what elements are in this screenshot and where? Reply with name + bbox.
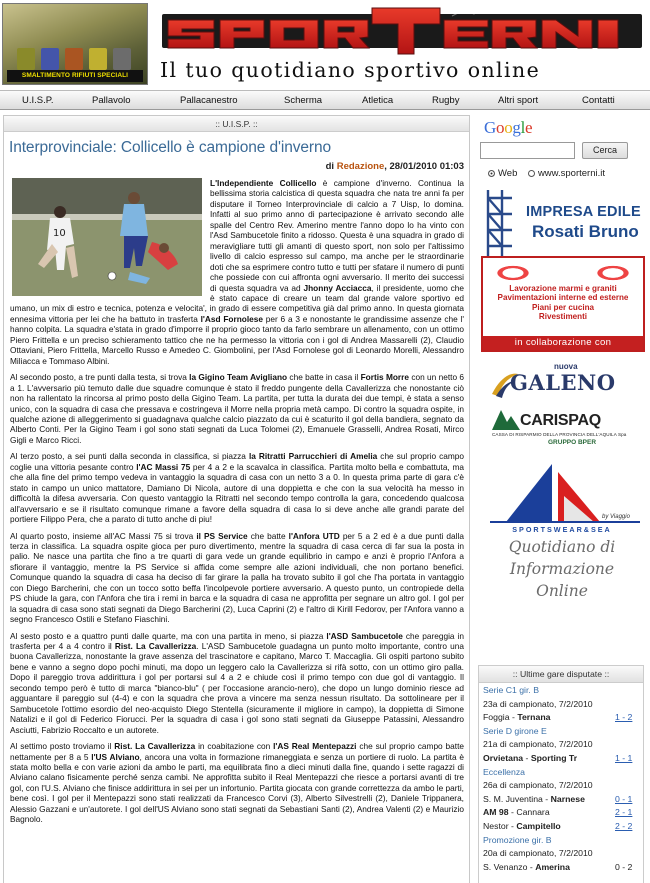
team-separator: -: [508, 807, 517, 818]
impresa-edile-ad[interactable]: [482, 188, 644, 256]
search-button[interactable]: Cerca: [582, 142, 628, 159]
article-paragraph: [10, 531, 464, 625]
bold-text: l'ASD Sambucetole: [326, 630, 403, 641]
results-group-label: Promozione gir. B: [483, 834, 552, 845]
scope-site-radio[interactable]: [528, 170, 535, 177]
text-run: Al sesto posto e a quattro punti dalle quarte, ma con una partita in meno, si piazza: [10, 630, 327, 641]
text-run: è campione d'inverno. Continua la bellissima storia calcistica di questa squadra che nata tre anni fa per disputare il Torneo Interprovinciale di calcio a 7 Uisp, lo domina. Infatti al suo primo anno di partecipazione è arrivato secondo alle spalle del Centro Rev. Amerino mentre l'anno dopo lo ha vinto con l'Asd Sambucetole finito a ridosso. Questa è una squadra in grado di meravigliare tutti gli amanti di questo sport, non solo per l'altissimo livello di calcio espresso sul campo, ma anche per le straordinarie doti che sa esprimere contro tutto e tutti per sfatare il numero di punti che possiede con cui affronta ogni avversario. Il merito dei successi di questa squadra va ad: [210, 178, 465, 293]
result-row: [483, 820, 643, 834]
text-run: con un netto 6 a 1. L'avversario più temuto dalle due squadre comunque è stato il freddo pungente della Cavallerizza che nonostante ciò non ha rallentato la rincorsa al primo posto della Gigino Team. La partita, per tutta la durata dei due tempi, è stata a senso unico, con la squadra di casa che pressava e costringeva il Morre nella propria metà campo. Di contro la squadra ospite, in qualche azione di alleggerimento si guadagnava qualche calcio piazzato da cui è scaturito il gol della bandiera, segnato da Alberto Conti. Per la Gigino Team i gol sono stati segnati da Luca Tolomei (2), Emanuele Grasselli, Andrea Rosati, Mirco Gigli e Marco Ricci.: [10, 372, 464, 445]
marmi-footer: in collaborazione con: [483, 336, 643, 350]
sails-by-viaggio: by Viaggio: [602, 514, 630, 520]
bold-text: la Ritratti Parrucchieri di Amelia: [248, 451, 378, 462]
sportswear-sea-ad[interactable]: [482, 462, 642, 536]
results-list: [479, 683, 643, 874]
marmi-graniti-ad[interactable]: [481, 256, 645, 352]
home-team: AM 98: [483, 807, 509, 818]
result-row: [483, 752, 643, 766]
promo-line: Quotidiano di: [508, 538, 616, 556]
text-run: Al settimo posto troviamo il: [10, 741, 115, 752]
match-score[interactable]: 2 - 2: [615, 820, 633, 831]
away-team: Campitello: [516, 820, 561, 831]
bold-text: Jhonny Acciacca: [303, 282, 372, 293]
latest-results-panel: [478, 665, 644, 883]
team-separator: -: [542, 793, 551, 804]
green-bin-icon: [17, 48, 35, 70]
scope-site-label: www.sporterni.it: [537, 168, 605, 179]
carispaq-subtitle: CASSA DI RISPARMIO DELLA PROVINCIA DELL'AQUILA Spa: [492, 432, 627, 437]
carispaq-logo-icon: [492, 408, 520, 432]
home-team: S. Venanzo: [483, 861, 528, 872]
team-separator: -: [523, 752, 531, 763]
sails-caption: SPORTSWEAR&SEA: [512, 525, 612, 534]
banner-ad-text: SMALTIMENTO RIFIUTI SPECIALI: [7, 70, 143, 82]
article-title[interactable]: Interprovinciale: Collicello è campione d'inverno: [9, 139, 332, 156]
nav-item-rugby[interactable]: Rugby: [432, 95, 460, 106]
bold-text: Rist. La Cavallerizza: [114, 641, 197, 652]
home-team: Foggia: [483, 712, 510, 723]
article-paragraph: [10, 451, 464, 524]
carispaq-name: CARISPAQ: [520, 412, 601, 429]
bold-text: il PS Service: [196, 530, 248, 541]
brown-bin-icon: [65, 48, 83, 70]
google-logo-letter: o: [504, 118, 513, 137]
marmi-line: Piani per cucina: [531, 302, 595, 312]
match-score[interactable]: 2 - 1: [615, 807, 633, 818]
home-team: S. M. Juventina: [483, 793, 543, 804]
article-byline: [4, 161, 464, 172]
impresa-title: IMPRESA EDILE: [526, 204, 641, 220]
nav-item-contatti[interactable]: Contatti: [582, 95, 615, 106]
home-team: Orvietana: [483, 752, 524, 763]
results-round-date: 21a di campionato, 7/2/2010: [483, 739, 593, 750]
search-input[interactable]: [480, 142, 575, 159]
article-body: [4, 172, 469, 825]
waste-disposal-ad-banner[interactable]: [2, 3, 148, 85]
google-logo-letter: G: [484, 118, 496, 137]
google-logo-letter: o: [495, 118, 505, 137]
result-row: [483, 711, 643, 725]
marmi-line: Rivestimenti: [538, 311, 588, 321]
yellow-bin-icon: [89, 48, 107, 70]
match-score[interactable]: 1 - 2: [615, 712, 633, 723]
text-run: Al quarto posto, insieme all'AC Massi 75 si trova: [10, 530, 197, 541]
nav-item-uisp[interactable]: U.I.S.P.: [22, 95, 54, 106]
result-row: [483, 793, 643, 807]
results-round-date: 26a di campionato, 7/2/2010: [483, 780, 593, 791]
search-scope: [488, 168, 605, 179]
blue-bin-icon: [41, 48, 59, 70]
text-run: Al secondo posto, a tre punti dalla testa, si trova: [10, 372, 190, 383]
text-run: che pareggia in trasferta per 4 a 4 contro il: [10, 630, 465, 652]
team-separator: -: [508, 820, 517, 831]
away-team: Sporting Tr: [530, 752, 578, 763]
match-score[interactable]: 1 - 1: [615, 752, 633, 763]
text-run: Al terzo posto, a sei punti dalla seconda in classifica, si piazza: [10, 451, 249, 462]
article-paragraph: [10, 631, 464, 736]
google-logo: [484, 118, 532, 138]
article-paragraph: [10, 741, 464, 825]
bold-text: l'AS Real Mentepazzi: [273, 741, 357, 752]
article-panel: [3, 115, 470, 883]
scope-web-radio[interactable]: [488, 170, 495, 177]
result-row: [483, 806, 643, 820]
carispaq-ad[interactable]: [490, 406, 640, 454]
marmi-line: Pavimentazioni interne ed esterne: [497, 293, 629, 303]
nav-item-altri-sport[interactable]: Altri sport: [498, 95, 539, 106]
bold-text: Rist. La Cavallerizza: [114, 741, 196, 752]
nav-item-scherma[interactable]: Scherma: [284, 95, 323, 106]
text-run: che sul proprio campo batte nettamente per 8 a 5: [10, 741, 464, 762]
text-run: che batte: [247, 530, 289, 541]
home-team: Nestor: [483, 820, 509, 831]
team-separator: -: [509, 712, 518, 723]
article-paragraph: [10, 372, 464, 445]
bold-text: l'Anfora UTD: [288, 530, 340, 541]
article-date: , 28/01/2010 01:03: [384, 161, 464, 172]
results-group-label: Serie C1 gir. B: [483, 685, 540, 695]
bold-text: la Gigino Team Avigliano: [189, 372, 288, 383]
scope-web-label: Web: [498, 168, 518, 179]
result-row: [483, 861, 643, 875]
galeno-name: GALENO: [510, 370, 616, 395]
team-separator: -: [527, 861, 536, 872]
results-group-label: Eccellenza: [483, 766, 526, 777]
text-run: che sul proprio campo coglie una vittoria pesante contro: [10, 451, 465, 472]
away-team: Ternana: [517, 712, 551, 723]
match-score: 0 - 2: [615, 861, 633, 872]
promo-line: Informazione: [509, 560, 615, 578]
scaffold-icon: [482, 188, 522, 256]
section-label: :: U.I.S.P. ::: [4, 116, 469, 132]
away-team: Narnese: [550, 793, 585, 804]
site-tagline: Il tuo quotidiano sportivo online: [160, 58, 541, 82]
promo-text: [476, 536, 648, 602]
bold-text: Fortis Morre: [360, 372, 410, 383]
text-run: che batte in casa il: [287, 372, 361, 383]
article-photo[interactable]: [12, 178, 202, 296]
nav-item-pallavolo[interactable]: Pallavolo: [92, 95, 131, 106]
author-link[interactable]: Redazione: [336, 161, 385, 172]
carispaq-group: GRUPPO BPER: [548, 439, 597, 446]
away-team: Amerina: [535, 861, 570, 872]
gray-bin-icon: [113, 48, 131, 70]
bold-text: l'AC Massi 75: [136, 461, 191, 472]
byline-prefix: di: [325, 161, 335, 172]
results-title: :: Ultime gare disputate ::: [479, 666, 643, 683]
nav-item-pallacanestro[interactable]: Pallacanestro: [180, 95, 238, 106]
google-logo-letter: l: [520, 118, 526, 137]
main-navigation: [0, 90, 650, 110]
galeno-ad[interactable]: [490, 360, 640, 400]
bold-text: L'Independiente Collicello: [210, 178, 317, 188]
text-run: , il presidente, uomo che è stato capace di creare un team dal grande valore sportivo ed umano, un mix di estro e tecnica, potenza e velocita', in grado di essere competitiva già dal primo anno. In questa giornata ennesima vittoria per lei che ha battuto in trasferta: [10, 282, 465, 324]
google-search-box: [476, 112, 648, 192]
bold-text: l'US Alviano: [91, 751, 140, 762]
text-run: per 6 a 3 e nonostante le grandissime assenze che l' hanno colpita. La squadra e'stata in grado d'imporre il proprio gioco tanto da farlo sembrare un allenamento, con un ottimo Piero Frittella e un preciso schieramento tattico che ne ha permesso la vittoria con i gol di Andrea Massarelli (2), Claudio Ottaviani, Piero Frittella, Marcello Russo e Amedeo C. Giombolini, per l'Asd Fornolese gol di Leonardo Morelli, Alessandro Miliacca e Tommaso Albini.: [10, 313, 464, 366]
impresa-name: Rosati Bruno: [532, 222, 639, 241]
google-logo-letter: g: [512, 118, 521, 137]
promo-line: Online: [536, 582, 588, 600]
google-logo-letter: e: [525, 118, 533, 137]
site-header: [0, 0, 650, 88]
text-run: . L'ASD Sambucetole guadagna un punto molto importante, contro una buona Cavallerizza, nonostante la grave assenza del trascinatore e capitano, Marco T. Maccaglia. Gli ospiti partono subito bene e vanno a segno dopo pochi minuti, ma dopo un leggero calo la Cavallerizza si rifà sotto, con un ottimo giro palla. Dopo il pareggio trova addirittura i gol per portarsi sul 4 a 2 e chiude così il primo tempo con due gol di vantaggio. Il secondo tempo però è tutto di marca "bianco-blu" ( per l'occasione arancio-nero), che dopo un lungo dominio riesce ad agguantare il pareggio sul (4-4) e con la squadra che prova a vincere ma senza nessun risultato. Da sottolineare per il Sambucetole l'ottimo esordio del neo-acquisto Diego Stentella (sicuramente il migliore in campo), la doppietta di Simone Natalizi e il gol di Federico Fiorucci. Per la squadra di casa i gol sono stati segnati da Giuseppe Patassini, Alessandro Asciutti, Fabrizio Roccalto e un autorete.: [10, 641, 464, 735]
marmi-line: Lavorazione marmi e graniti: [509, 284, 617, 293]
nav-item-atletica[interactable]: Atletica: [362, 95, 394, 106]
results-round-date: 23a di campionato, 7/2/2010: [483, 698, 593, 709]
svg-text:10: 10: [53, 228, 66, 239]
marmi-services: [483, 284, 643, 321]
bold-text: l'Asd Fornolese: [200, 313, 263, 324]
t-logo-icon: [489, 262, 537, 284]
results-round-date: 20a di campionato, 7/2/2010: [483, 848, 593, 859]
text-run: , ancora una volta in formazione rimaneggiata e senza un portiere di ruolo. La partita è stata molto bella e con varie azioni da ambo le parti, ma equilibrata fino a dieci minuti dalla fine, quando i sette ragazzi di Alviano calano fisicamente perché senza cambi. Ne approfitta subito il Real Mentepazzi che riesce a portarsi avanti di tre gol, con l'U.S. Alviano che finisce addirittura in sei per un infortunio. Partita giocata con grande correttezza da ambo le parti, bene così. I gol per il Mentepazzi sono stati realizzati da Francesco Corvi (3), Alberto Silvestrelli (2), Daniele Trippanera, Alessio Gazzani e un'autorete. I gol dell'US Alviano sono stati segnati da Sebastiani Santi (2), Andrea Valenti (2) e Maurizio Bagnolo.: [10, 751, 464, 825]
results-group-label: Serie D girone E: [483, 725, 547, 736]
t-logo-icon: [589, 262, 637, 284]
text-run: in coabitazione con: [195, 741, 274, 752]
sporterni-logo[interactable]: [162, 4, 642, 56]
away-team: Cannara: [516, 807, 550, 818]
right-sidebar: [476, 112, 648, 883]
match-score[interactable]: 0 - 1: [615, 793, 633, 804]
galeno-prefix: nuova: [554, 362, 578, 371]
text-run: per 4 a 2 e la scavalca in classifica. Partita molto bella e combattuta, ma che alla fine del primo tempo vedeva in vantaggio la squadra di casa con un netto 3 a 0. In questa prima parte di gara c'è stato in campo un unico mattatore, Damiano Di Nicola, autore di una doppietta e che con la sua velocità ha messo in difficoltà la difesa avversaria. Con questo vantaggio la Ritratti nel secondo tempo controlla la gara, concedendo qualcosa all'avversario e se il risultato comunque rimane a favore della squadra di casa lo si deve anche alle grandi parate del portiere Filippo Pera, che a parato di tutto anche di piu!: [10, 461, 464, 525]
text-run: per 5 a 2 ed è a due punti dalla terza in classifica. La squadra ospite gioca per puro divertimento, mentre la squadra di casa cerca di far sua la posta in palio. Ne nasce una partita che fino a tre quarti di gara vede un grande equilibrio in campo e anzi è proprio l'Anfora a sfiorare il vantaggio, mentre la PS Service si affida come sempre alle azioni individuali, che non portano benefici. Comunque quando la squadra di casa ha deciso di far girare la palla ha trovato subito il gol che l'ha portata in vantaggio con Diego Barcherini, che con un tocco sotto beffa l'incolpevole portiere avversario. A questo punto, un contropiede della PS chiude la gara, con l'Anfora che tira i remi in barca e la squadra di casa ne approfitta per segnare un altro gol. I gol per la squadra di casa sono stati segnati da Diego Barcherini (2), Luca Caprini (2) e l'altro di Kirill Fedorov, per l'Anfora vanno a segno Francesco Ostili e Stefano Fiaschini.: [10, 530, 464, 625]
